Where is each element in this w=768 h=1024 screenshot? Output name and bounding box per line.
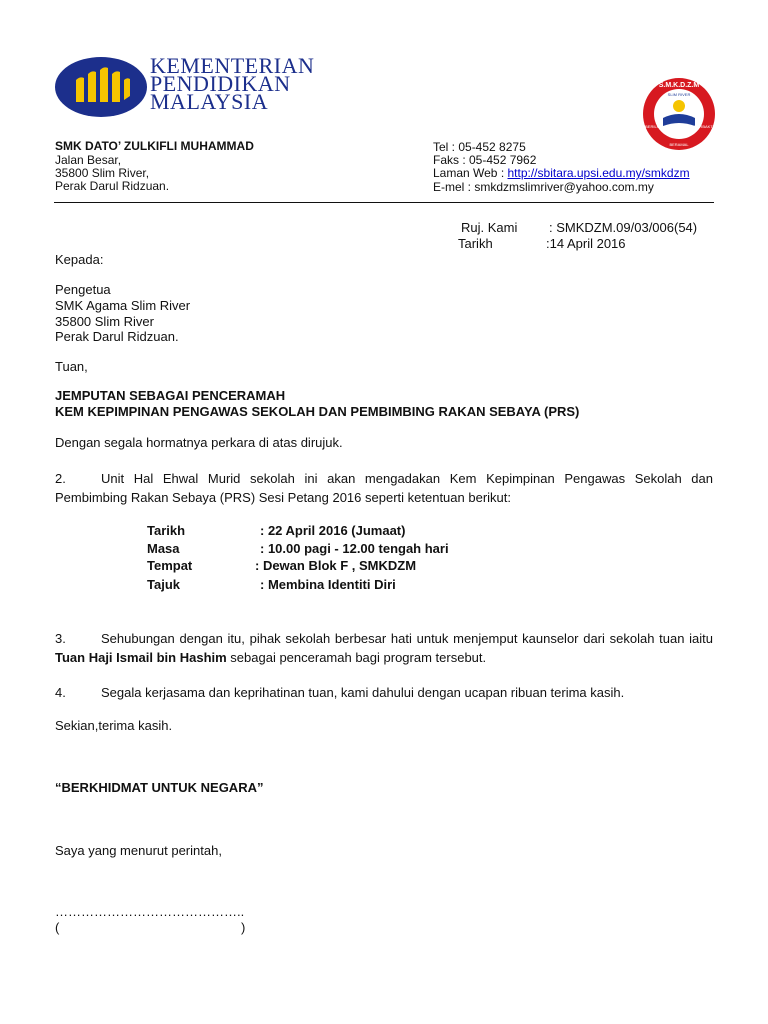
reference-value: : SMKDZM.09/03/006(54) — [549, 220, 698, 235]
closing: Sekian,terima kasih. — [55, 718, 173, 733]
subject-line: JEMPUTAN SEBAGAI PENCERAMAH — [55, 388, 286, 403]
school-address-line: 35800 Slim River, — [55, 166, 150, 180]
date-label: Tarikh — [458, 236, 493, 251]
contact-web-label: Laman Web : — [433, 166, 505, 180]
speaker-name: Tuan Haji Ismail bin Hashim — [55, 650, 227, 665]
detail-label: Tempat — [147, 558, 193, 573]
recipient-line: 35800 Slim River — [55, 314, 154, 329]
contact-fax: Faks : 05-452 7962 — [433, 153, 537, 167]
school-name: SMK DATO’ ZULKIFLI MUHAMMAD — [55, 139, 254, 153]
paragraph-2 — [55, 469, 713, 507]
recipient-line: Pengetua — [55, 282, 111, 297]
paragraph-text: Sehubungan dengan itu, pihak sekolah berbesar hati untuk menjemput kaunselor dari sekolah tuan iaitu — [101, 631, 713, 646]
header-divider — [54, 202, 714, 203]
recipient-line: SMK Agama Slim River — [55, 298, 191, 313]
subject-line: KEM KEPIMPINAN PENGAWAS SEKOLAH DAN PEMBIMBING RAKAN SEBAYA (PRS) — [55, 404, 580, 419]
paragraph-text: sebagai penceramah bagi program tersebut. — [226, 650, 487, 665]
to-label: Kepada: — [55, 252, 104, 267]
detail-label: Tarikh — [147, 523, 186, 538]
reference-label: Ruj. Kami — [461, 220, 518, 235]
paragraph-number: 3. — [55, 631, 66, 646]
salutation: Tuan, — [55, 359, 88, 374]
paragraph-number: 4. — [55, 685, 66, 700]
signature-line: …………………………………….. — [55, 904, 245, 919]
motto: “BERKHIDMAT UNTUK NEGARA” — [55, 780, 264, 795]
ministry-name: KEMENTERIAN PENDIDIKAN MALAYSIA — [150, 53, 315, 114]
opening-sentence: Dengan segala hormatnya perkara di atas dirujuk. — [55, 435, 343, 450]
school-website-link[interactable]: http://sbitara.upsi.edu.my/smkdzm — [507, 166, 690, 180]
detail-value: : Membina Identiti Diri — [260, 577, 396, 592]
paragraph-number: 2. — [55, 471, 66, 486]
contact-web — [433, 166, 690, 180]
name-bracket-open: ( — [55, 920, 60, 935]
detail-label: Tajuk — [147, 577, 180, 592]
name-bracket-close: ) — [241, 920, 246, 935]
detail-value: : 22 April 2016 (Jumaat) — [260, 523, 406, 538]
ministry-logo — [54, 56, 148, 118]
school-crest-motto-bottom: BERAMAL — [669, 142, 689, 147]
paragraph-3 — [55, 629, 713, 667]
school-crest-motto-right: BERBAKTI — [694, 124, 714, 129]
school-address-line: Jalan Besar, — [55, 153, 122, 167]
signoff: Saya yang menurut perintah, — [55, 843, 222, 858]
school-crest-top-label: SLIM RIVER — [667, 92, 691, 97]
detail-label: Masa — [147, 541, 180, 556]
school-crest-logo — [641, 76, 717, 152]
school-crest-text: S.M.K.D.Z.M — [658, 82, 700, 89]
paragraph-text: Segala kerjasama dan keprihatinan tuan, kami dahului dengan ucapan ribuan terima kasih. — [101, 685, 625, 700]
detail-value: : 10.00 pagi - 12.00 tengah hari — [260, 541, 449, 556]
paragraph-text: Unit Hal Ehwal Murid sekolah ini akan mengadakan Kem Kepimpinan Pengawas Sekolah dan Pembimbing Rakan Sebaya (PRS) Sesi Petang 2016 seperti ketentuan berikut: — [55, 471, 713, 505]
recipient-line: Perak Darul Ridzuan. — [55, 329, 179, 344]
school-address-line: Perak Darul Ridzuan. — [55, 179, 170, 193]
paragraph-4 — [55, 683, 713, 702]
date-value: :14 April 2016 — [546, 236, 626, 251]
detail-value: : Dewan Blok F , SMKDZM — [255, 558, 417, 573]
school-crest-motto-left: BERILMU — [645, 124, 663, 129]
contact-tel: Tel : 05-452 8275 — [433, 140, 526, 154]
contact-email: E-mel : smkdzmslimriver@yahoo.com.my — [433, 180, 654, 194]
